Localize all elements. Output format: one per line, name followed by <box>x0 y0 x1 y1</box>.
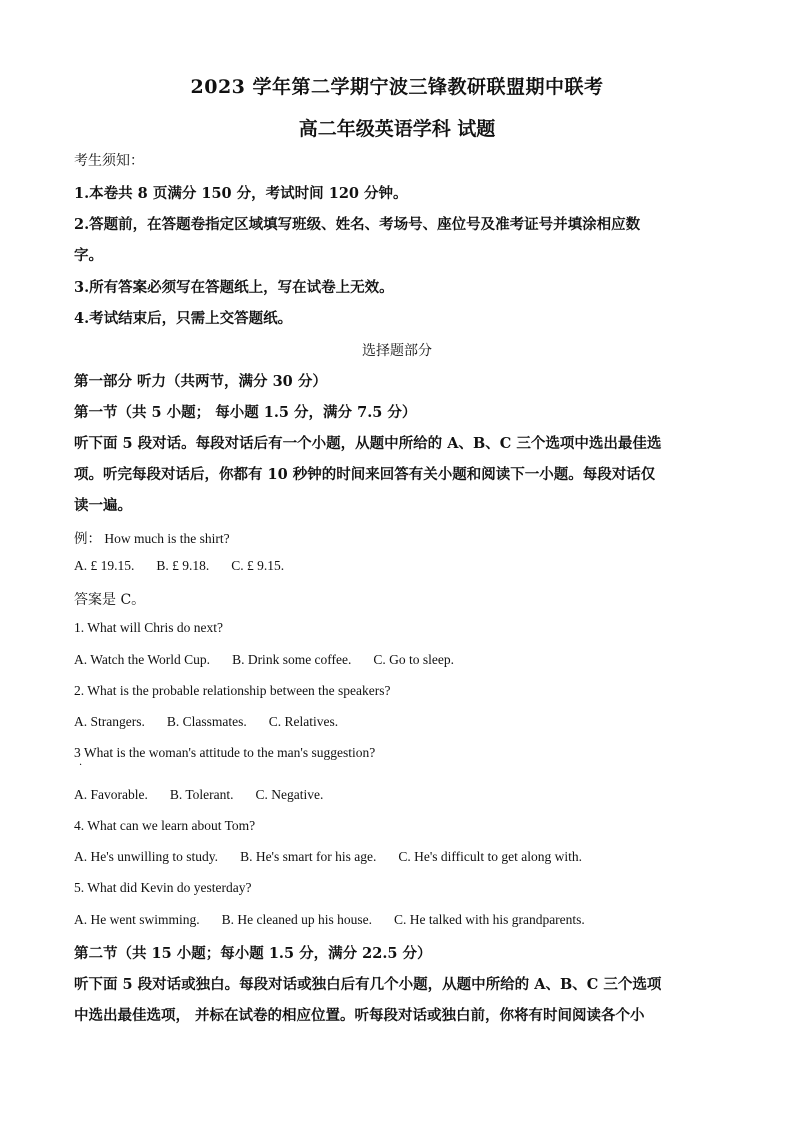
part1-instructions-2: 项。听完每段对话后，你都有 10 秒钟的时间来回答有关小题和阅读下一小题。每段对话仅 <box>74 466 656 483</box>
notice-item-1: 1.本卷共 8 页满分 150 分，考试时间 120 分钟。 <box>74 185 408 202</box>
q1-option-c: C. Go to sleep. <box>373 652 455 667</box>
q1-option-b: B. Drink some coffee. <box>232 652 352 667</box>
q3-option-b: B. Tolerant. <box>169 787 234 802</box>
notice-item-3: 3.所有答案必须写在答题纸上，写在试卷上无效。 <box>74 279 394 296</box>
q3-option-a: A. Favorable. <box>74 787 148 802</box>
question-4: 4. What can we learn about Tom? <box>74 818 256 833</box>
example-options <box>74 558 284 574</box>
question-1-options <box>74 652 454 668</box>
example-question: 例： How much is the shirt? <box>74 531 230 546</box>
example-option-a: A. £ 19.15. <box>74 558 135 573</box>
q5-option-c: C. He talked with his grandparents. <box>393 912 585 927</box>
part1-instructions-3: 读一遍。 <box>74 497 132 514</box>
question-1: 1. What will Chris do next? <box>74 620 223 635</box>
part1-instructions-1: 听下面 5 段对话。每段对话后有一个小题，从题中所给的 A、B、C 三个选项中选出最佳选 <box>74 435 662 452</box>
q4-option-c: C. He's difficult to get along with. <box>398 849 583 864</box>
question-4-options <box>74 849 582 865</box>
notice-heading: 考生须知： <box>74 153 144 169</box>
part1-sec2-title: 第二节（共 15 小题；每小题 1.5 分，满分 22.5 分） <box>74 945 432 962</box>
part1-sec1-title: 第一节（共 5 小题； 每小题 1.5 分，满分 7.5 分） <box>74 404 417 421</box>
exam-title: 2023 学年第二学期宁波三锋教研联盟期中联考 <box>190 76 604 98</box>
part1-title: 第一部分 听力（共两节，满分 30 分） <box>74 373 327 390</box>
notice-item-2-cont: 字。 <box>74 247 103 264</box>
q2-option-a: A. Strangers. <box>74 714 145 729</box>
example-answer: 答案是 C。 <box>74 592 146 608</box>
q4-option-b: B. He's smart for his age. <box>240 849 377 864</box>
part1-sec2-instructions-1: 听下面 5 段对话或独白。每段对话或独白后有几个小题，从题中所给的 A、B、C 三个选项 <box>74 976 662 993</box>
notice-item-4: 4.考试结束后，只需上交答题纸。 <box>74 310 293 327</box>
q5-option-a: A. He went swimming. <box>74 912 200 927</box>
question-5-options <box>74 912 585 928</box>
example-option-b: B. £ 9.18. <box>156 558 210 573</box>
part1-sec2-instructions-2: 中选出最佳选项， 并标在试卷的相应位置。听每段对话或独白前，你将有时间阅读各个小 <box>74 1007 645 1024</box>
question-5: 5. What did Kevin do yesterday? <box>74 880 252 895</box>
question-2: 2. What is the probable relationship between the speakers? <box>74 683 391 698</box>
question-3: 3 What is the woman's attitude to the man's suggestion? <box>74 745 376 760</box>
stray-dot-mark: · <box>79 760 83 771</box>
question-2-options <box>74 714 338 730</box>
section-title: 选择题部分 <box>362 343 432 359</box>
question-3-options <box>74 787 323 803</box>
exam-subtitle: 高二年级英语学科 试题 <box>298 118 496 140</box>
q2-option-b: B. Classmates. <box>166 714 247 729</box>
example-option-c: C. £ 9.15. <box>231 558 285 573</box>
q2-option-c: C. Relatives. <box>268 714 339 729</box>
notice-item-2: 2.答题前，在答题卷指定区域填写班级、姓名、考场号、座位号及准考证号并填涂相应数 <box>74 216 641 233</box>
q3-option-c: C. Negative. <box>255 787 324 802</box>
q1-option-a: A. Watch the World Cup. <box>74 652 211 667</box>
q4-option-a: A. He's unwilling to study. <box>74 849 219 864</box>
q5-option-b: B. He cleaned up his house. <box>221 912 372 927</box>
